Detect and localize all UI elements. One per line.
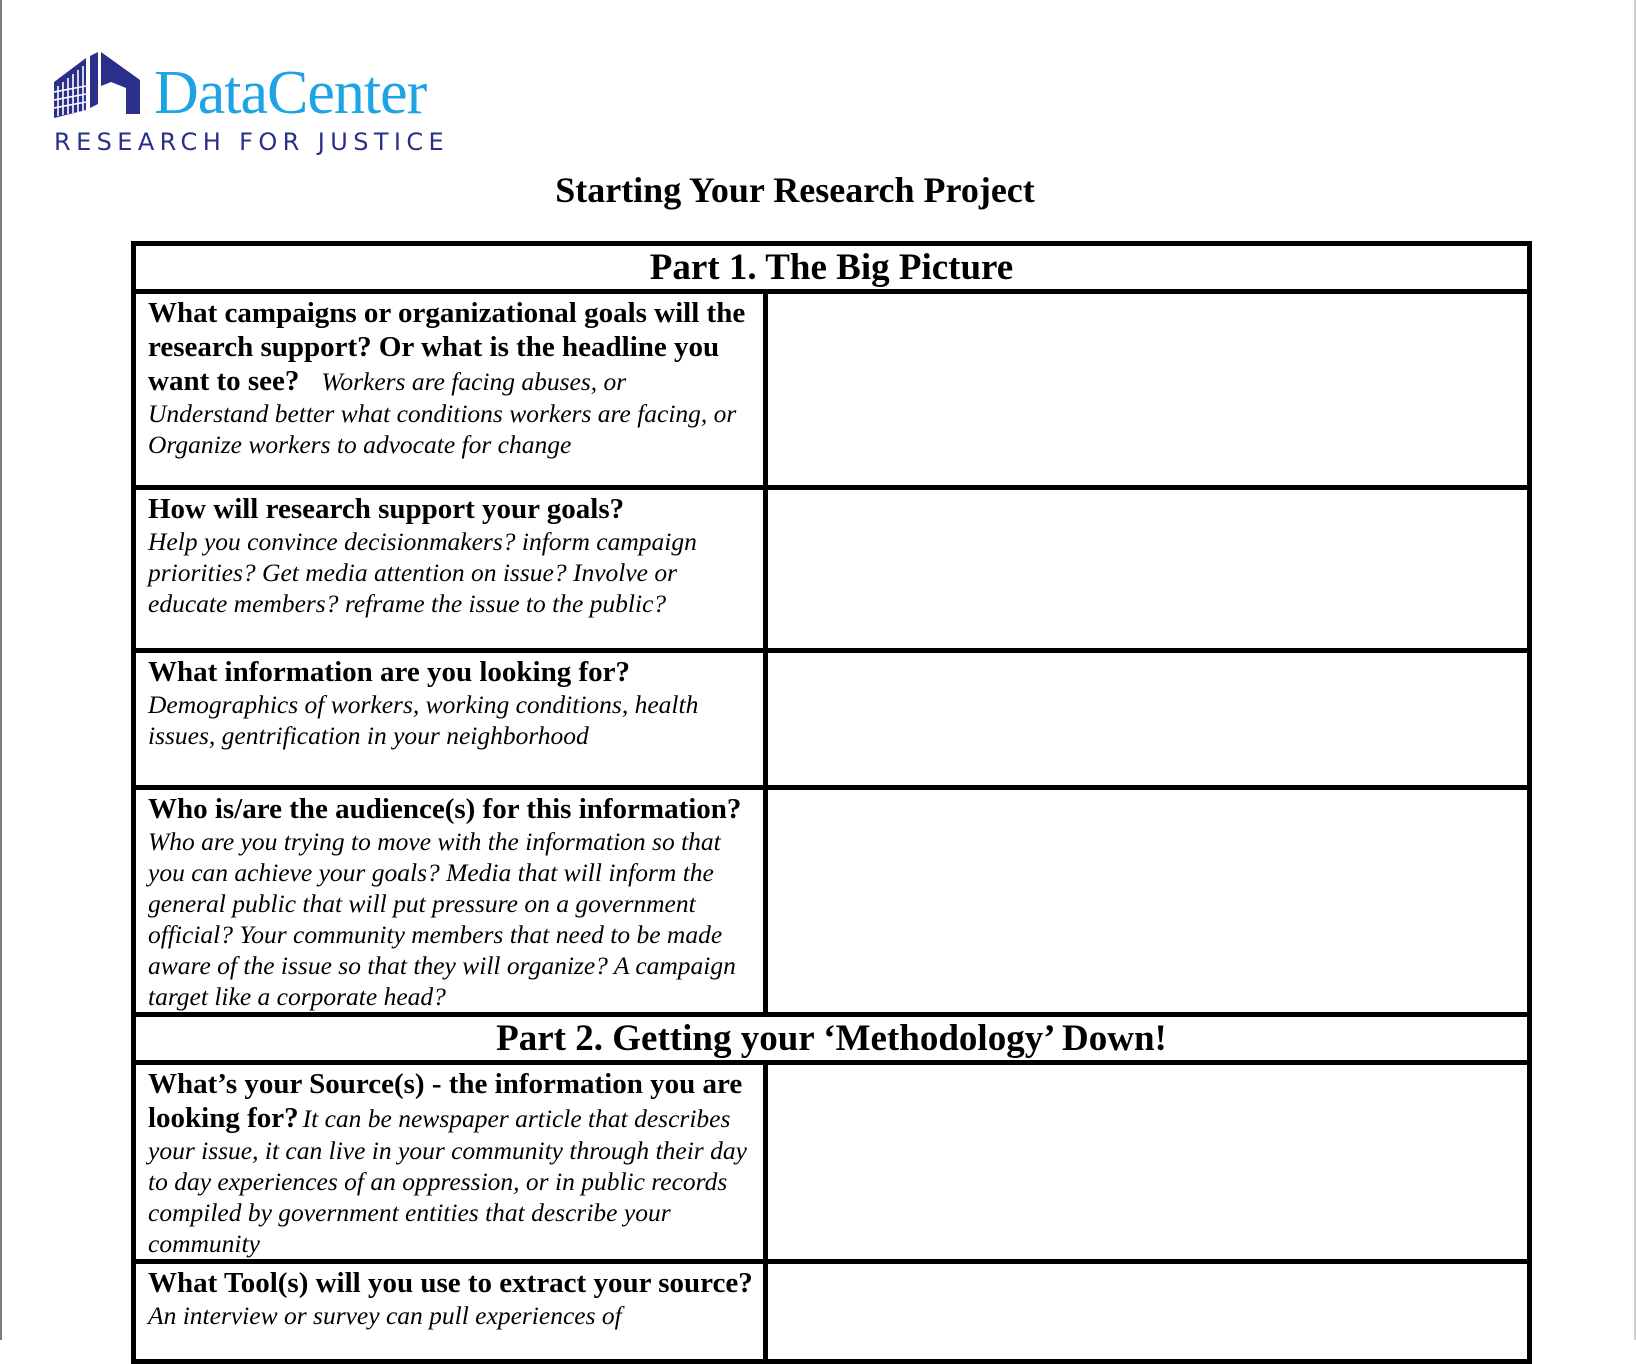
table-row bbox=[134, 651, 1530, 788]
part-1-header: Part 1. The Big Picture bbox=[134, 244, 1530, 292]
question-hint: Help you convince decisionmakers? inform campaign priorities? Get media attention on issue? Involve or educate members? reframe the issue to the public? bbox=[148, 527, 697, 618]
document-title: Starting Your Research Project bbox=[555, 170, 1035, 210]
question-cell bbox=[134, 1262, 766, 1362]
logo-tagline: RESEARCH FOR JUSTICE bbox=[54, 128, 450, 156]
question-hint: Demographics of workers, working conditions, health issues, gentrification in your neighborhood bbox=[148, 690, 699, 750]
part-2-header: Part 2. Getting your ‘Methodology’ Down! bbox=[134, 1015, 1530, 1063]
table-row bbox=[134, 488, 1530, 651]
answer-cell[interactable] bbox=[766, 1262, 1530, 1362]
question-cell bbox=[134, 1063, 766, 1262]
building-icon bbox=[54, 52, 140, 118]
question-cell bbox=[134, 488, 766, 651]
question-hint: Workers are facing abuses, or Understand better what conditions workers are facing, or Organize workers to advocate for change bbox=[148, 367, 737, 459]
answer-cell[interactable] bbox=[766, 788, 1530, 1015]
question-text: What Tool(s) will you use to extract your source? bbox=[148, 1267, 753, 1299]
question-text: What campaigns or organizational goals will the research support? Or what is the headline you want to see? bbox=[148, 297, 746, 397]
table-row bbox=[134, 292, 1530, 488]
question-text: How will research support your goals? bbox=[148, 493, 625, 525]
logo-name: DataCenter bbox=[154, 59, 427, 127]
table-row bbox=[134, 1262, 1530, 1362]
question-text: What’s your Source(s) - the information you are looking for? bbox=[148, 1068, 743, 1134]
question-text: What information are you looking for? bbox=[148, 656, 630, 688]
datacenter-logo bbox=[54, 52, 484, 156]
answer-cell[interactable] bbox=[766, 651, 1530, 788]
answer-cell[interactable] bbox=[766, 488, 1530, 651]
table-row bbox=[134, 788, 1530, 1015]
research-worksheet bbox=[131, 241, 1532, 1364]
answer-cell[interactable] bbox=[766, 292, 1530, 488]
question-hint: Who are you trying to move with the information so that you can achieve your goals? Media that will inform the general public that will put pressure on a government official? Your community members that need to be made aware of the issue so that they will organize? A campaign target like a corporate head? bbox=[148, 827, 736, 1011]
question-cell bbox=[134, 292, 766, 488]
question-text: Who is/are the audience(s) for this information? bbox=[148, 793, 742, 825]
question-cell bbox=[134, 788, 766, 1015]
table-row bbox=[134, 1063, 1530, 1262]
answer-cell[interactable] bbox=[766, 1063, 1530, 1262]
question-hint: An interview or survey can pull experiences of bbox=[148, 1301, 622, 1330]
question-cell bbox=[134, 651, 766, 788]
question-hint: It can be newspaper article that describes your issue, it can live in your community through their day to day experiences of an oppression, or in public records compiled by government entities that describe your community bbox=[148, 1104, 747, 1258]
